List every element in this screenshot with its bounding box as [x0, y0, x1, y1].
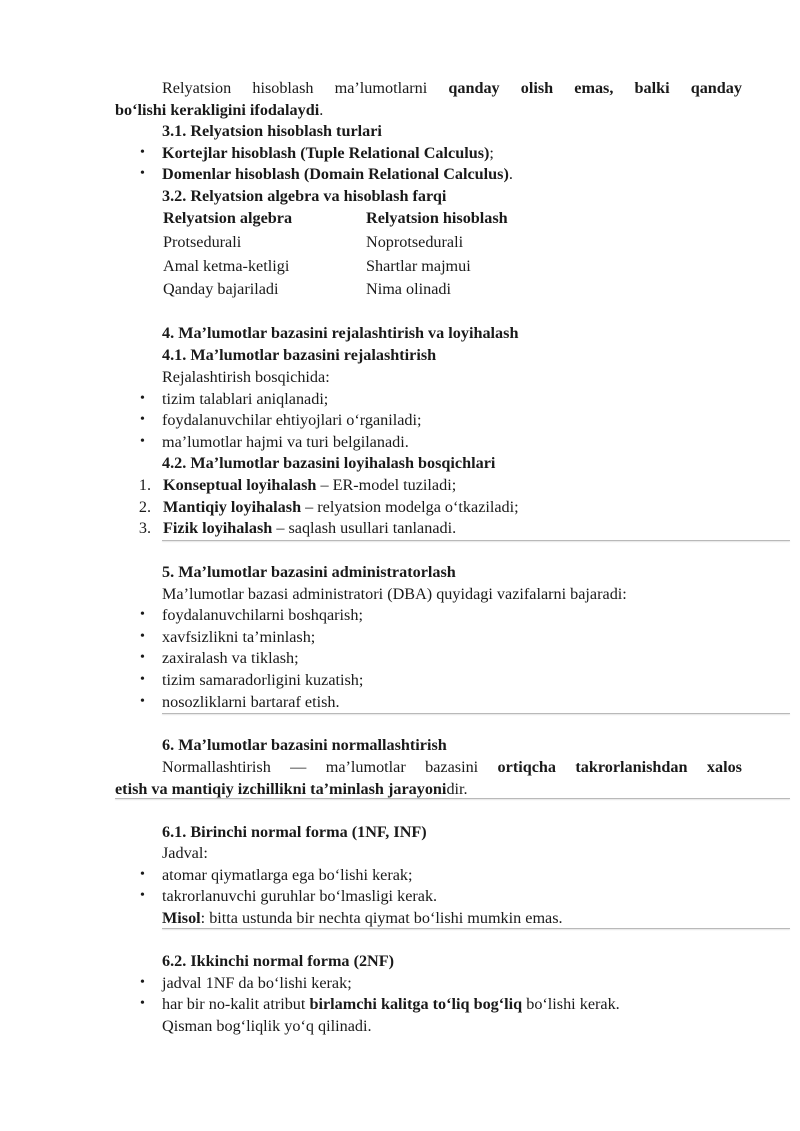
text-run: .: [319, 101, 324, 119]
list-item: atomar qiymatlarga ega bo‘lishi kerak;: [162, 866, 413, 884]
heading-4-2: 4.2. Ma’lumotlar bazasini loyihalash bosqichlari: [162, 454, 496, 472]
horizontal-rule: [162, 713, 790, 714]
bold-text-run: Misol: [162, 909, 201, 927]
table-cell: Noprotsedurali: [366, 233, 464, 251]
text-run: ;: [489, 144, 494, 162]
table-header-calculus: Relyatsion hisoblash: [366, 209, 508, 227]
text-run: bo‘lishi kerak.: [522, 995, 620, 1013]
bullet-icon: •: [140, 391, 145, 406]
bold-text-run: Fizik loyihalash: [163, 519, 273, 537]
list-item: [162, 164, 513, 184]
paragraph-relational-calculus-line1: [162, 78, 742, 98]
list-item: [162, 143, 494, 163]
list-item: foydalanuvchilarni boshqarish;: [162, 606, 363, 624]
text-run: : bitta ustunda bir nechta qiymat bo‘lishi mumkin emas.: [200, 909, 563, 927]
bullet-icon: •: [140, 975, 145, 990]
paragraph-dba-intro: Ma’lumotlar bazasi administratori (DBA) quyidagi vazifalarni bajaradi:: [162, 585, 627, 603]
bold-text-run: Mantiqiy loyihalash: [163, 498, 302, 516]
text-run: har bir no-kalit atribut: [162, 995, 310, 1013]
paragraph-planning-intro: Rejalashtirish bosqichida:: [162, 368, 330, 386]
bold-text-run: ortiqcha takrorlanishdan xalos: [497, 758, 742, 776]
table-cell: Qanday bajariladi: [163, 280, 279, 298]
list-item: ma’lumotlar hajmi va turi belgilanadi.: [162, 433, 409, 451]
bullet-icon: •: [140, 888, 145, 903]
bullet-icon: •: [140, 672, 145, 687]
heading-3-2: 3.2. Relyatsion algebra va hisoblash farqi: [162, 187, 447, 205]
bold-text-run: Konseptual loyihalash: [163, 476, 317, 494]
bullet-icon: •: [140, 607, 145, 622]
horizontal-rule: [115, 798, 790, 799]
heading-6: 6. Ma’lumotlar bazasini normallashtirish: [162, 736, 447, 754]
bold-text-run: etish va mantiqiy izchillikni ta’minlash jarayoni: [115, 780, 447, 798]
paragraph-table-intro: Jadval:: [162, 844, 208, 862]
heading-3-1: 3.1. Relyatsion hisoblash turlari: [162, 122, 382, 140]
list-item: xavfsizlikni ta’minlash;: [162, 628, 316, 646]
paragraph-relational-calculus-line2: [115, 100, 323, 120]
heading-6-1: 6.1. Birinchi normal forma (1NF, INF): [162, 823, 427, 841]
bullet-icon: •: [140, 166, 145, 181]
paragraph-normalization-line2: [115, 779, 468, 799]
bold-text-run: Kortejlar hisoblash (Tuple Relational Calculus): [162, 144, 490, 162]
list-number: 3.: [138, 519, 151, 537]
list-item: tizim talablari aniqlanadi;: [162, 390, 329, 408]
paragraph-example: [162, 908, 563, 928]
heading-5: 5. Ma’lumotlar bazasini administratorlash: [162, 563, 456, 581]
heading-4: 4. Ma’lumotlar bazasini rejalashtirish va loyihalash: [162, 324, 519, 342]
heading-4-1: 4.1. Ma’lumotlar bazasini rejalashtirish: [162, 346, 437, 364]
list-item: zaxiralash va tiklash;: [162, 649, 299, 667]
list-item: [162, 994, 620, 1014]
horizontal-rule: [162, 928, 790, 929]
bold-text-run: qanday olish emas, balki qanday: [448, 79, 742, 97]
table-cell: Shartlar majmui: [366, 257, 471, 275]
text-run: Relyatsion hisoblash ma’lumotlarni: [162, 79, 449, 97]
list-item: nosozliklarni bartaraf etish.: [162, 693, 340, 711]
bold-text-run: bo‘lishi kerakligini ifodalaydi: [115, 101, 320, 119]
bullet-icon: •: [140, 694, 145, 709]
table-cell: Amal ketma-ketligi: [163, 257, 290, 275]
text-run: – saqlash usullari tanlanadi.: [272, 519, 457, 537]
paragraph-normalization-line1: [162, 757, 742, 777]
list-number: 1.: [138, 476, 151, 494]
text-run: dir.: [446, 780, 468, 798]
table-cell: Nima olinadi: [366, 280, 451, 298]
text-run: – ER-model tuziladi;: [316, 476, 457, 494]
text-run: .: [508, 165, 513, 183]
table-header-algebra: Relyatsion algebra: [163, 209, 293, 227]
table-cell: Protsedurali: [163, 233, 242, 251]
text-run: Normallashtirish — ma’lumotlar bazasini: [162, 758, 498, 776]
bullet-icon: •: [140, 629, 145, 644]
bullet-icon: •: [140, 996, 145, 1011]
bullet-icon: •: [140, 650, 145, 665]
numbered-item: [163, 475, 456, 495]
list-item: takrorlanuvchi guruhlar bo‘lmasligi kerak.: [162, 887, 438, 905]
paragraph-note: Qisman bog‘liqlik yo‘q qilinadi.: [162, 1017, 372, 1035]
bullet-icon: •: [140, 145, 145, 160]
bullet-icon: •: [140, 867, 145, 882]
bullet-icon: •: [140, 412, 145, 427]
bold-text-run: Domenlar hisoblash (Domain Relational Calculus): [162, 165, 509, 183]
horizontal-rule: [162, 540, 790, 541]
bold-text-run: birlamchi kalitga to‘liq bog‘liq: [309, 995, 523, 1013]
list-item: tizim samaradorligini kuzatish;: [162, 671, 364, 689]
list-number: 2.: [138, 498, 151, 516]
text-run: – relyatsion modelga o‘tkaziladi;: [301, 498, 519, 516]
heading-6-2: 6.2. Ikkinchi normal forma (2NF): [162, 952, 395, 970]
bullet-icon: •: [140, 434, 145, 449]
numbered-item: [163, 497, 519, 517]
list-item: foydalanuvchilar ehtiyojlari o‘rganiladi;: [162, 411, 422, 429]
numbered-item: [163, 518, 456, 538]
list-item: jadval 1NF da bo‘lishi kerak;: [162, 974, 352, 992]
